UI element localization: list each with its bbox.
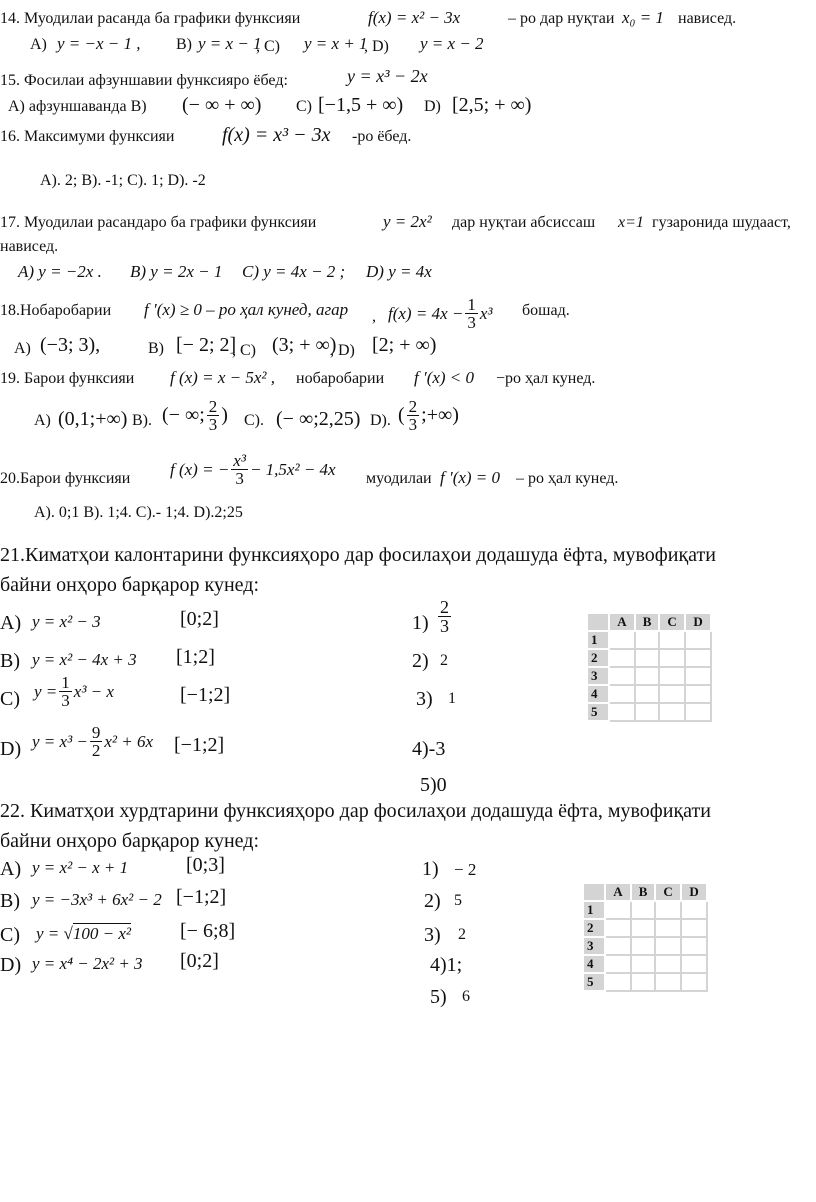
q19-option-c: (− ∞;2,25)	[276, 408, 361, 430]
q18-option-d-label: , D)	[330, 342, 355, 359]
grid-cell[interactable]	[605, 937, 631, 955]
q19-option-b-fraction	[207, 398, 220, 433]
grid-cell[interactable]	[681, 937, 707, 955]
q21-answer-2-value: 2	[440, 652, 448, 669]
q18-fraction-denominator: 3	[467, 313, 476, 332]
grid-cell[interactable]	[659, 631, 685, 649]
grid-cell[interactable]	[635, 667, 659, 685]
grid-row-5: 5	[587, 703, 609, 721]
q19-option-d	[398, 398, 459, 433]
q18-formula-b: x³	[479, 303, 493, 323]
q22-row-a-interval: [0;3]	[186, 854, 225, 876]
grid-cell[interactable]	[659, 703, 685, 721]
q22-answer-5-label: 5)	[430, 986, 447, 1008]
grid-cell[interactable]	[681, 955, 707, 973]
grid-cell[interactable]	[659, 649, 685, 667]
grid-cell[interactable]	[685, 649, 711, 667]
q21-row-d-function	[32, 724, 153, 759]
q21-answer-3-value: 1	[448, 690, 456, 707]
q15-option-b: (− ∞ + ∞)	[182, 94, 262, 116]
q15-option-d-label: D)	[424, 98, 441, 115]
q21-answer-1-label: 1)	[412, 612, 429, 634]
q21-row-d-numerator: 9	[91, 723, 101, 742]
q20-formula-fraction	[231, 452, 248, 487]
grid-col-d: D	[681, 883, 707, 901]
q20-formula-denominator: 3	[235, 469, 244, 488]
q22-row-a-function: y = x² − x + 1	[32, 858, 129, 877]
q17-x-value: x=1	[618, 214, 644, 231]
q19-option-b	[162, 398, 228, 433]
grid-cell[interactable]	[655, 937, 681, 955]
q22-row-c-function	[36, 924, 131, 944]
q21-answer-1-fraction	[438, 598, 451, 635]
q22-answer-1-label: 1)	[422, 858, 439, 880]
q16-options: A). 2; B). -1; C). 1; D). -2	[40, 172, 206, 189]
q21-answer-grid	[586, 612, 712, 722]
grid-col-b: B	[635, 613, 659, 631]
q22-answer-5-value: 6	[462, 988, 470, 1005]
grid-col-c: C	[659, 613, 685, 631]
q20-formula	[170, 452, 336, 487]
q21-row-b-function: y = x² − 4x + 3	[32, 650, 137, 669]
q22-row-a-label: A)	[0, 858, 22, 880]
q15-option-c: [−1,5 + ∞)	[318, 94, 404, 116]
q22-answer-1-value: − 2	[454, 860, 477, 879]
q18-formula	[388, 296, 493, 331]
grid-cell[interactable]	[659, 667, 685, 685]
q21-row-d-interval: [−1;2]	[174, 734, 225, 756]
q19-option-d-label: D).	[370, 412, 391, 429]
q14-option-c: y = x + 1	[304, 34, 368, 53]
grid-cell[interactable]	[631, 937, 655, 955]
q22-row-d-label: D)	[0, 954, 22, 976]
q21-row-d-pre: y = x³ −	[32, 731, 88, 751]
q17-option-a: A) y = −2x .	[18, 262, 102, 281]
q14-option-c-label: , C)	[256, 38, 280, 55]
q17-tail: дар нуқтаи абсиссаш	[452, 214, 596, 231]
q18-option-c-label: , C)	[232, 342, 256, 359]
q21-row-c-numerator: 1	[61, 673, 70, 692]
q17-option-d: D) y = 4x	[366, 262, 432, 281]
grid-cell[interactable]	[609, 649, 635, 667]
grid-row-2: 2	[583, 919, 605, 937]
q14-tail: – ро дар нуқтаи	[508, 10, 615, 27]
q19-option-d-fraction	[407, 398, 420, 433]
grid-cell[interactable]	[655, 919, 681, 937]
q22-answer-4: 4)1;	[430, 954, 463, 976]
q14-formula: f(x) = x² − 3x	[368, 8, 461, 27]
q20-end: – ро ҳал кунед.	[516, 470, 619, 487]
q22-row-d-interval: [0;2]	[180, 950, 219, 972]
q18-comma: ,	[372, 308, 376, 325]
q15-formula: y = x³ − 2x	[347, 66, 428, 86]
grid-cell[interactable]	[635, 631, 659, 649]
q21-row-d-fraction	[90, 724, 103, 759]
q19-stem: 19. Барои функсияи	[0, 370, 135, 387]
q22-answer-3-label: 3)	[424, 924, 441, 946]
grid-cell[interactable]	[685, 631, 711, 649]
q18-fraction-numerator: 1	[467, 295, 476, 314]
q16-tail: -ро ёбед.	[352, 128, 412, 145]
q14-option-d: y = x − 2	[420, 34, 484, 53]
q17-option-b: B) y = 2x − 1	[130, 262, 223, 281]
grid-corner	[583, 883, 605, 901]
q21-line2: байни онҳоро барқарор кунед:	[0, 574, 259, 596]
q15-stem: 15. Фосилаи афзуншавии функсияро ёбед:	[0, 72, 288, 89]
grid-cell[interactable]	[655, 955, 681, 973]
q16-stem: 16. Максимуми функсияи	[0, 128, 175, 145]
q17-formula: y = 2x²	[383, 212, 432, 231]
q18-stem: 18.Нобаробарии	[0, 302, 112, 319]
q14-option-b: y = x − 1	[198, 34, 262, 53]
q18-option-a: (−3; 3),	[40, 334, 101, 356]
q14-point: x₀ = 1	[622, 8, 664, 27]
q21-answer-4: 4)-3	[412, 738, 446, 760]
grid-cell[interactable]	[685, 667, 711, 685]
q18-inequality: f ′(x) ≥ 0 – ро ҳал кунед, агар	[144, 300, 349, 319]
grid-row-1: 1	[583, 901, 605, 919]
grid-corner	[587, 613, 609, 631]
q21-row-c-interval: [−1;2]	[180, 684, 231, 706]
q20-tail: муодилаи	[366, 470, 432, 487]
q19-formula: f (x) = x − 5x² ,	[170, 368, 275, 387]
q22-row-c-interval: [− 6;8]	[180, 920, 236, 942]
q20-equation: f ′(x) = 0	[440, 468, 501, 487]
q19-option-d-post: ;+∞)	[421, 404, 459, 426]
grid-cell[interactable]	[631, 973, 655, 991]
q18-option-c: (3; + ∞)	[272, 334, 337, 356]
q17-line2: нависед.	[0, 238, 59, 255]
q22-answer-3-value: 2	[458, 926, 466, 943]
q21-row-c-fraction	[59, 674, 72, 709]
q15-option-d: [2,5; + ∞)	[452, 94, 532, 116]
q19-option-b-label: B).	[132, 412, 152, 429]
q21-row-c-function	[34, 674, 114, 709]
grid-col-d: D	[685, 613, 711, 631]
q19-option-a-label: A)	[34, 412, 51, 429]
q22-row-c-radicand: 100 − x²	[72, 924, 131, 943]
q17-option-c: C) y = 4x − 2 ;	[242, 262, 346, 281]
grid-cell[interactable]	[609, 667, 635, 685]
q22-line2: байни онҳоро барқарор кунед:	[0, 830, 259, 852]
q14-stem-line	[0, 10, 300, 28]
q18-formula-a: f(x) = 4x −	[388, 303, 464, 323]
grid-cell[interactable]	[659, 685, 685, 703]
q14-option-a: y = −x − 1 ,	[57, 34, 141, 53]
grid-cell[interactable]	[631, 955, 655, 973]
grid-col-b: B	[631, 883, 655, 901]
grid-cell[interactable]	[685, 703, 711, 721]
grid-row-3: 3	[587, 667, 609, 685]
grid-row-1: 1	[587, 631, 609, 649]
q14-end: нависед.	[678, 10, 737, 27]
q21-answer-1-value	[436, 598, 453, 635]
grid-cell[interactable]	[605, 973, 631, 991]
grid-cell[interactable]	[605, 919, 631, 937]
q21-row-c-post: x³ − x	[73, 681, 114, 701]
q18-option-b: [− 2; 2]	[176, 334, 237, 356]
q22-row-c-label: C)	[0, 924, 20, 946]
q19-option-c-label: C).	[244, 412, 264, 429]
q18-option-a-label: A)	[14, 340, 31, 357]
q20-formula-numerator: x³	[233, 451, 246, 470]
grid-cell[interactable]	[685, 685, 711, 703]
grid-row-4: 4	[587, 685, 609, 703]
q21-row-a-function: y = x² − 3	[32, 612, 101, 631]
q22-answer-grid	[582, 882, 708, 992]
grid-row-4: 4	[583, 955, 605, 973]
q21-row-b-label: B)	[0, 650, 20, 672]
q14-stem: 14. Муодилаи расанда ба графики функсияи	[0, 10, 301, 27]
q19-option-a: (0,1;+∞)	[58, 408, 128, 430]
grid-col-c: C	[655, 883, 681, 901]
q21-row-b-interval: [1;2]	[176, 646, 215, 668]
grid-col-a: A	[609, 613, 635, 631]
q19-option-b-denominator: 3	[208, 415, 218, 434]
q21-row-a-interval: [0;2]	[180, 608, 219, 630]
grid-cell[interactable]	[681, 901, 707, 919]
grid-row-2: 2	[587, 649, 609, 667]
grid-cell[interactable]	[605, 955, 631, 973]
q22-answer-2-label: 2)	[424, 890, 441, 912]
q16-formula: f(x) = x³ − 3x	[222, 124, 331, 146]
q22-answer-2-value: 5	[454, 892, 462, 909]
q14-option-a-label: A)	[30, 36, 47, 53]
q19-option-d-denominator: 3	[408, 415, 418, 434]
q18-fraction	[465, 296, 478, 331]
grid-col-a: A	[605, 883, 631, 901]
grid-cell[interactable]	[605, 901, 631, 919]
grid-cell[interactable]	[609, 685, 635, 703]
q18-option-d: [2; + ∞)	[372, 334, 437, 356]
grid-cell[interactable]	[609, 631, 635, 649]
q19-option-b-numerator: 2	[208, 397, 218, 416]
q21-row-c-denominator: 3	[61, 691, 70, 710]
q21-answer-3-label: 3)	[416, 688, 433, 710]
q14-option-b-label: B)	[176, 36, 192, 53]
q21-answer-2-label: 2)	[412, 650, 429, 672]
q19-option-b-pre: (− ∞;	[162, 404, 205, 426]
q21-row-c-label: C)	[0, 688, 20, 710]
grid-cell[interactable]	[609, 703, 635, 721]
q20-formula-pre: f (x) = −	[170, 459, 230, 479]
q21-row-d-denominator: 2	[91, 741, 101, 760]
grid-cell[interactable]	[681, 919, 707, 937]
grid-cell[interactable]	[655, 901, 681, 919]
q22-row-d-function: y = x⁴ − 2x² + 3	[32, 954, 143, 973]
grid-row-3: 3	[583, 937, 605, 955]
q21-line1: 21.Киматҳои калонтарини функсияҳоро дар фосилаҳои додашуда ёфта, мувофиқати	[0, 544, 716, 566]
q19-option-d-pre: (	[398, 404, 405, 426]
q18-tail: бошад.	[522, 302, 570, 319]
q19-inequality: f ′(x) < 0	[414, 368, 475, 387]
q15-option-a: A) афзуншаванда B)	[8, 98, 147, 115]
q20-options: A). 0;1 B). 1;4. C).- 1;4. D).2;25	[34, 504, 243, 521]
grid-cell[interactable]	[635, 649, 659, 667]
q21-row-d-post: x² + 6x	[104, 731, 154, 751]
q18-option-b-label: B)	[148, 340, 164, 357]
q17-stem: 17. Муодилаи расандаро ба графики функсияи	[0, 214, 317, 231]
q19-option-b-post: )	[221, 404, 228, 426]
q21-answer-1-denominator: 3	[440, 616, 449, 636]
q14-option-d-label: , D)	[364, 38, 389, 55]
q21-row-d-label: D)	[0, 738, 22, 760]
q19-tail: нобаробарии	[296, 370, 385, 387]
q22-row-b-label: B)	[0, 890, 20, 912]
q21-answer-1-numerator: 2	[440, 597, 449, 617]
q19-end: −ро ҳал кунед.	[496, 370, 596, 387]
q15-option-c-label: C)	[296, 98, 312, 115]
q21-row-a-label: A)	[0, 612, 22, 634]
grid-cell[interactable]	[635, 703, 659, 721]
grid-cell[interactable]	[631, 901, 655, 919]
grid-cell[interactable]	[655, 973, 681, 991]
q20-formula-post: − 1,5x² − 4x	[249, 459, 336, 479]
q21-answer-5: 5)0	[420, 774, 447, 796]
q17-end: гузаронида шудааст,	[652, 214, 791, 231]
grid-cell[interactable]	[631, 919, 655, 937]
grid-cell[interactable]	[635, 685, 659, 703]
q22-line1: 22. Киматҳои хурдтарини функсияҳоро дар фосилаҳои додашуда ёфта, мувофиқати	[0, 800, 711, 822]
q22-row-b-function: y = −3x³ + 6x² − 2	[32, 890, 162, 909]
q20-stem: 20.Барои функсияи	[0, 470, 131, 487]
q19-option-d-numerator: 2	[408, 397, 418, 416]
q22-row-c-pre: y = √	[36, 924, 73, 943]
grid-cell[interactable]	[681, 973, 707, 991]
grid-row-5: 5	[583, 973, 605, 991]
q22-row-b-interval: [−1;2]	[176, 886, 227, 908]
q21-row-c-pre: y =	[34, 681, 58, 701]
